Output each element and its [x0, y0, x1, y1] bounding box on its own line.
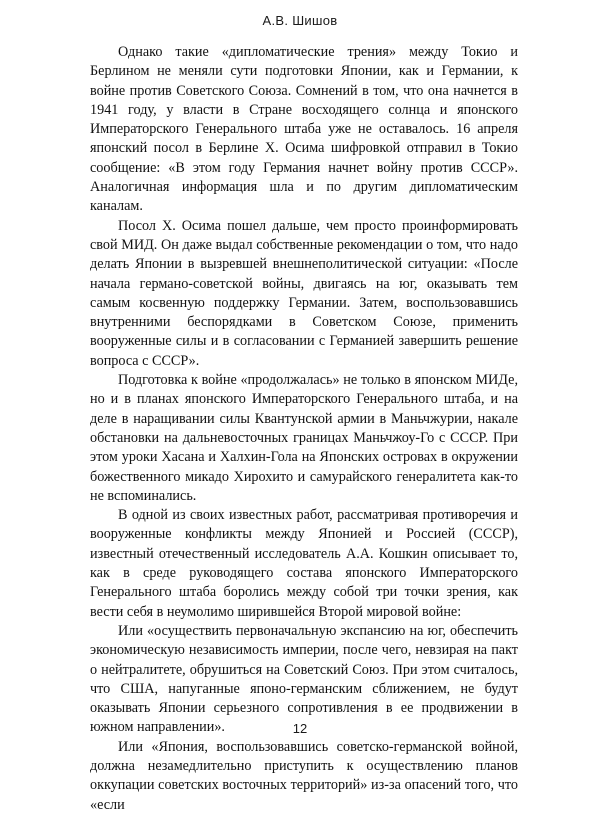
paragraph-1: Однако такие «дипломатические трения» между Токио и Берлином не меняли сути подготовки Японии, как и Германии, к войне против Советского Союза. Сомнений в том, что она начнется в 1941 году, у власти в Стране восходящего солнца и японского Императорского Генерального штаба уже не оставалось. 16 апреля японский посол в Берлине Х. Осима шифровкой отправил в Токио сообщение: «В этом году Германия начнет войну против СССР». Аналогичная информация шла и по другим дипломатическим каналам. — [90, 44, 518, 215]
paragraph-6: Или «Япония, воспользовавшись советско-германской войной, должна незамедлительно приступить к осуществлению планов оккупации советских восточных территорий» из-за опасений того, что «если — [90, 738, 518, 813]
body-text — [90, 43, 518, 815]
page-number: 12 — [292, 721, 308, 736]
running-head-author: А.В. Шишов — [262, 13, 338, 28]
paragraph-5: Или «осуществить первоначальную экспансию на юг, обеспечить экономическую независимость империи, после чего, невзирая на пакт о нейтралитете, обрушиться на Советский Союз. При этом считалось, что США, напуганные японо-германским сближением, не будут оказывать Японии серьезного сопротивления в ее продвижении в южном направлении». — [90, 622, 518, 736]
paragraph-3: Подготовка к войне «продолжалась» не только в японском МИДе, но и в планах японского Императорского Генерального штаба, и на деле в наращивании силы Квантунской армии в Маньчжурии, накале обстановки на дальневосточных границах Маньчжоу-Го с СССР. При этом уроки Хасана и Халхин-Гола на Японских островах в окружении божественного микадо Хирохито и самурайского генералитета как-то не вспоминались. — [90, 372, 518, 504]
paragraph-4: В одной из своих известных работ, рассматривая противоречия и вооруженные конфликты между Японией и Россией (СССР), известный отечественный исследователь А.А. Кошкин описывает то, как в среде руководящего состава японского Императорского Генерального штаба боролись между собой три точки зрения, как вести себя в неумолимо ширившейся Второй мировой войне: — [90, 507, 518, 620]
paragraph-2: Посол Х. Осима пошел дальше, чем просто проинформировать свой МИД. Он даже выдал собственные рекомендации о том, что надо делать Японии в вызревшей внешнеполитической ситуации: «После начала германо-советской войны, двигаясь на юг, оказывать тем самым косвенную поддержку Германии. Затем, воспользовавшись внутренними беспорядками в Советском Союзе, применить вооруженные силы и в согласовании с Германией завершить решение вопроса с СССР». — [90, 217, 518, 369]
